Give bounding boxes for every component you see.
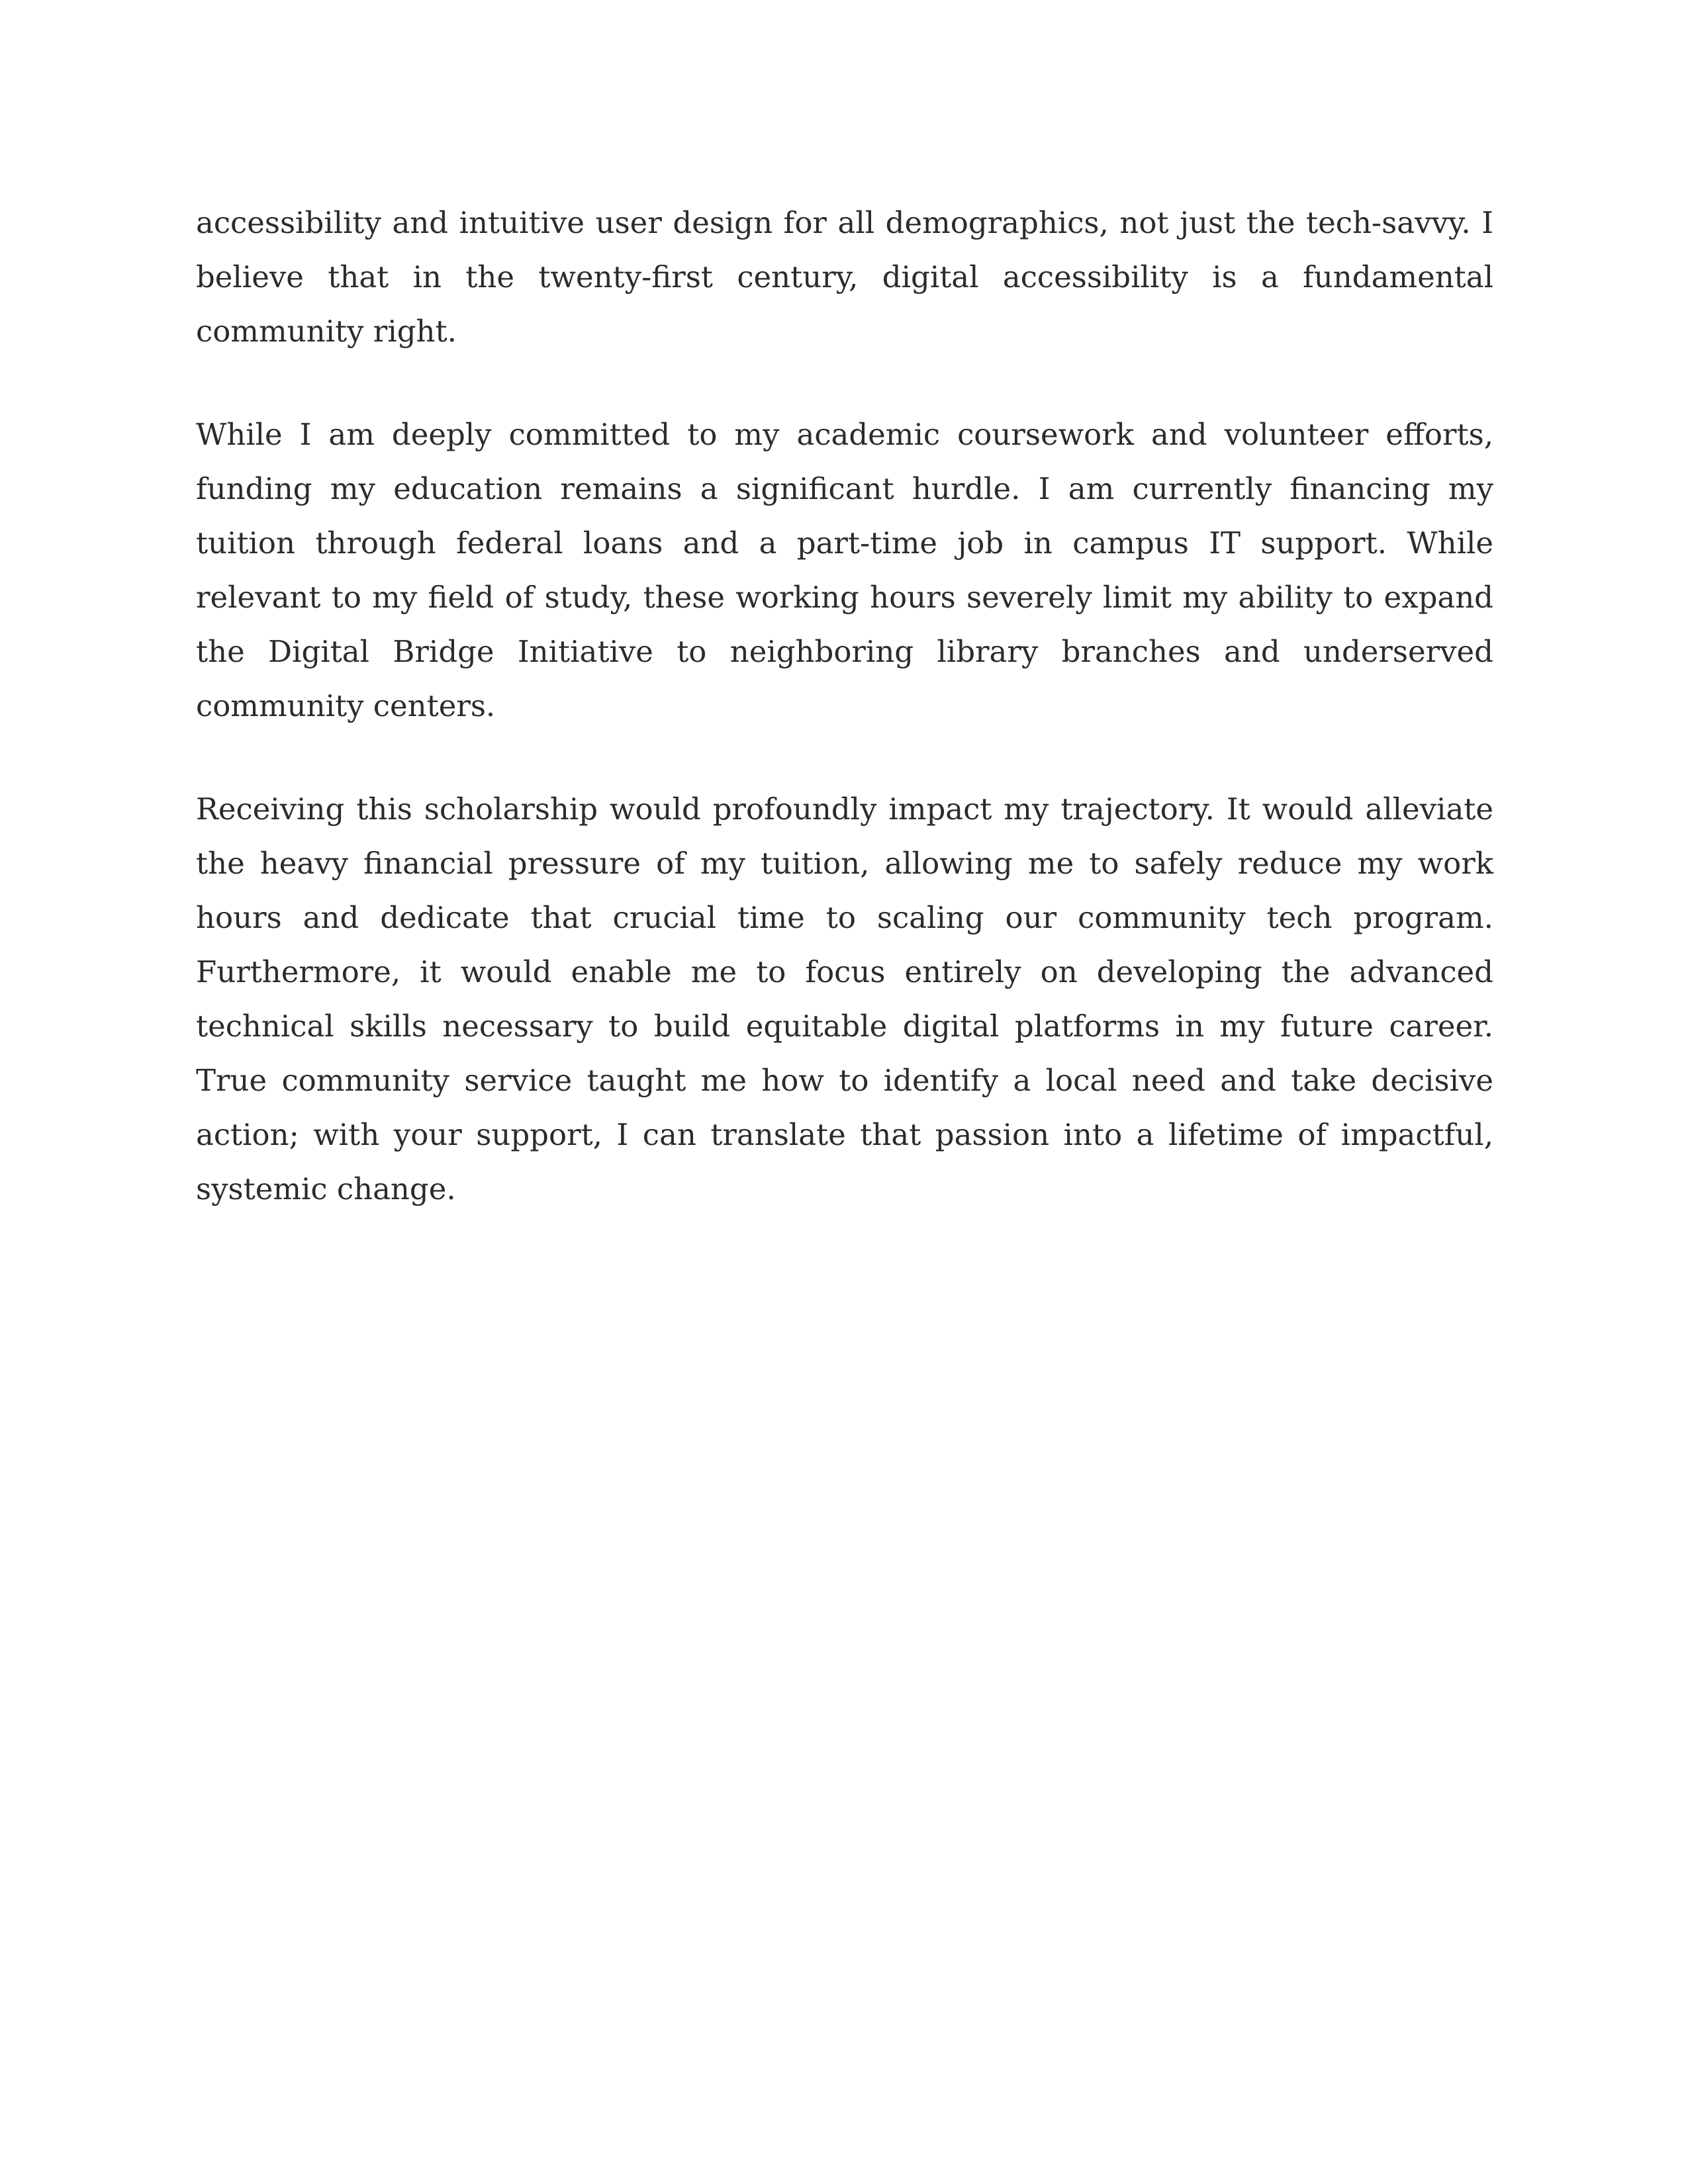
paragraph-1: accessibility and intuitive user design for all demographics, not just the tech-savvy. I believe that in the twenty-first century, digital accessibility is a fundamental community right. <box>196 205 1493 349</box>
paragraph-3: Receiving this scholarship would profoundly impact my trajectory. It would alleviate the heavy financial pressure of my tuition, allowing me to safely reduce my work hours and dedicate that crucial time to scaling our community tech program. Furthermore, it would enable me to focus entirely on developing the advanced technical skills necessary to build equitable digital platforms in my future career. True community service taught me how to identify a local need and take decisive action; with your support, I can translate that passion into a lifetime of impactful, systemic change. <box>196 792 1493 1206</box>
paragraph-2: While I am deeply committed to my academic coursework and volunteer efforts, funding my education remains a significant hurdle. I am currently financing my tuition through federal loans and a part-time job in campus IT support. While relevant to my field of study, these working hours severely limit my ability to expand the Digital Bridge Initiative to neighboring library branches and underserved community centers. <box>196 417 1493 723</box>
document-body <box>196 196 1493 1265</box>
